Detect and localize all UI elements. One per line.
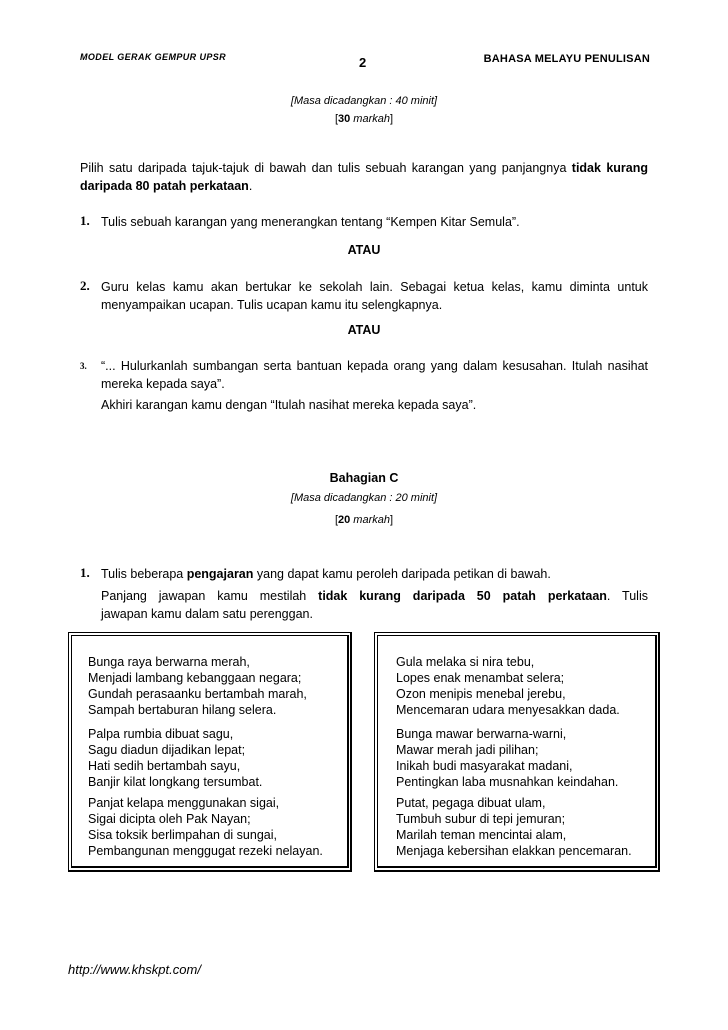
pantun-line: Sisa toksik berlimpahan di sungai, (88, 828, 277, 842)
pantun-line: Menjadi lambang kebanggaan negara; (88, 671, 302, 685)
section-b-time-text: [Masa dicadangkan : 40 minit] (290, 95, 438, 107)
pantun-line: Bunga raya berwarna merah, (88, 655, 250, 669)
marks-bracket-close: ] (390, 113, 394, 125)
question-3-text-2: Akhiri karangan kamu dengan “Itulah nasihat mereka kepada saya”. (101, 398, 477, 412)
question-1-number: 1. (80, 213, 90, 228)
section-c-title: Bahagian C (329, 471, 399, 485)
pantun-line: Ozon menipis menebal jerebu, (396, 687, 566, 701)
pantun-line: Marilah teman mencintai alam, (396, 828, 567, 842)
section-c-question-1-line-3: jawapan kamu dalam satu perenggan. (101, 607, 313, 621)
marks-word: markah (350, 514, 390, 526)
footer-url: http://www.khskpt.com/ (68, 962, 201, 977)
pantun-right-stanza-2 (396, 726, 618, 790)
pantun-box-right (374, 632, 660, 872)
pantun-line: Gula melaka si nira tebu, (396, 655, 535, 669)
pantun-line: Mawar merah jadi pilihan; (396, 743, 539, 757)
q1-text-pre: Tulis beberapa (101, 567, 187, 581)
section-c-question-1-number: 1. (80, 565, 90, 580)
pantun-line: Sagu diadun dijadikan lepat; (88, 743, 246, 757)
pantun-line: Tumbuh subur di tepi jemuran; (396, 812, 566, 826)
pantun-line: Inikah budi masyarakat madani, (396, 759, 573, 773)
pantun-line: Hati sedih bertambah sayu, (88, 759, 241, 773)
section-c-question-1-line-2 (101, 587, 648, 605)
section-c-question-1-line-1 (101, 565, 648, 583)
question-2-number: 2. (80, 278, 90, 293)
page-number: 2 (359, 55, 367, 70)
instruction-bold: tidak kurang daripada 80 patah perkataan (80, 161, 648, 193)
q1-text-bold: pengajaran (186, 567, 254, 581)
marks-bracket-open: [ (334, 514, 338, 526)
pantun-right-stanza-1 (396, 654, 620, 718)
pantun-right-stanza-3 (396, 795, 632, 859)
marks-bracket-close: ] (390, 514, 394, 526)
marks-number: 20 (338, 514, 351, 526)
section-b-time (0, 95, 728, 107)
question-2-text: Guru kelas kamu akan bertukar ke sekolah lain. Sebagai ketua kelas, kamu diminta untuk menyampaikan ucapan. Tulis ucapan kamu itu selengkapnya. (101, 280, 648, 312)
pantun-left-stanza-3 (88, 795, 323, 859)
pantun-line: Banjir kilat longkang tersumbat. (88, 775, 263, 789)
section-c-time: [Masa dicadangkan : 20 minit] (290, 492, 438, 504)
pantun-line: Mencemaran udara menyesakkan dada. (396, 703, 620, 717)
section-b-instruction (80, 159, 648, 195)
q1-line2-post: . Tulis (606, 589, 648, 603)
q1-text-post: yang dapat kamu peroleh daripada petikan di bawah. (253, 567, 551, 581)
pantun-line: Gundah perasaanku bertambah marah, (88, 687, 307, 701)
instruction-end: . (248, 179, 253, 193)
pantun-left-stanza-1 (88, 654, 307, 718)
marks-number: 30 (338, 113, 351, 125)
pantun-line: Sigai dicipta oleh Pak Nayan; (88, 812, 251, 826)
pantun-line: Lopes enak menambat selera; (396, 671, 565, 685)
marks-word: markah (350, 113, 390, 125)
atau-separator-1: ATAU (347, 243, 381, 257)
section-b-marks (0, 113, 728, 125)
atau-separator-2: ATAU (347, 323, 381, 337)
pantun-line: Bunga mawar berwarna-warni, (396, 727, 567, 741)
question-3-text: “... Hulurkanlah sumbangan serta bantuan kepada orang yang dalam kesusahan. Itulah nasihat mereka kepada saya”. (101, 359, 648, 391)
marks-bracket-open: [ (334, 113, 338, 125)
pantun-line: Menjaga kebersihan elakkan pencemaran. (396, 844, 632, 858)
pantun-left-stanza-2 (88, 726, 262, 790)
section-c-marks (0, 514, 728, 526)
pantun-line: Pembangunan menggugat rezeki nelayan. (88, 844, 323, 858)
header-right-title: BAHASA MELAYU PENULISAN (483, 53, 650, 65)
question-1-text: Tulis sebuah karangan yang menerangkan tentang “Kempen Kitar Semula”. (101, 215, 520, 229)
pantun-line: Panjat kelapa menggunakan sigai, (88, 796, 280, 810)
pantun-line: Sampah bertaburan hilang selera. (88, 703, 277, 717)
pantun-box-left (68, 632, 352, 872)
q1-line2-bold: tidak kurang daripada 50 patah perkataan (318, 589, 607, 603)
pantun-line: Pentingkan laba musnahkan keindahan. (396, 775, 619, 789)
pantun-line: Putat, pegaga dibuat ulam, (396, 796, 546, 810)
q1-line2-pre: Panjang jawapan kamu mestilah (101, 589, 319, 603)
instruction-text: Pilih satu daripada tajuk-tajuk di bawah dan tulis sebuah karangan yang panjangnya (80, 161, 572, 175)
pantun-line: Palpa rumbia dibuat sagu, (88, 727, 234, 741)
header-left-title: MODEL GERAK GEMPUR UPSR (80, 52, 227, 62)
question-3-number: 3. (80, 361, 87, 371)
